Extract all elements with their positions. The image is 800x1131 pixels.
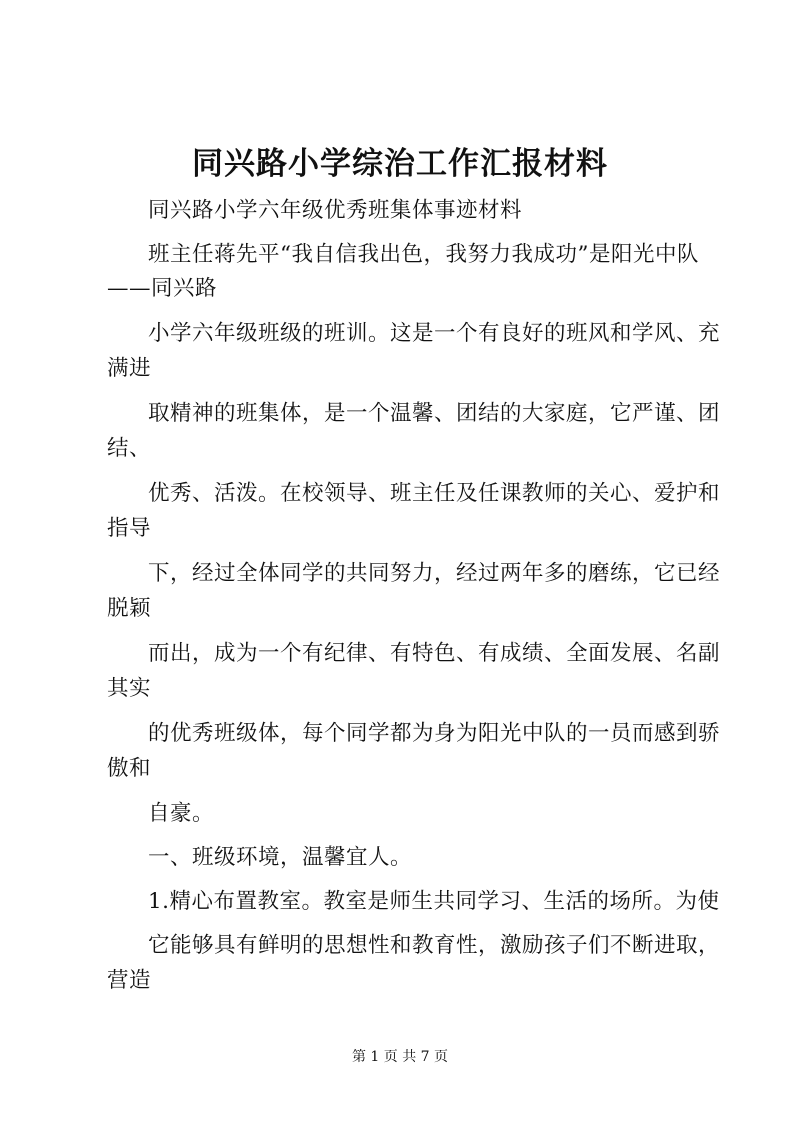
body-line: 结、	[107, 436, 152, 461]
body-line: ——同兴路	[107, 276, 218, 301]
body-line: 的优秀班级体，每个同学都为身为阳光中队的一员而感到骄	[148, 721, 721, 746]
body-line: 班主任蒋先平“我自信我出色，我努力我成功”是阳光中队	[148, 242, 699, 267]
body-line: 小学六年级班级的班训。这是一个有良好的班风和学风、充	[148, 321, 721, 346]
body-line: 傲和	[107, 756, 152, 781]
body-line: 1.精心布置教室。教室是师生共同学习、生活的场所。为使	[148, 889, 720, 914]
body-line: 脱颖	[107, 596, 152, 621]
body-line: 取精神的班集体，是一个温馨、团结的大家庭，它严谨、团	[148, 401, 721, 426]
body-line: 自豪。	[148, 801, 215, 826]
body-line: 满进	[107, 356, 152, 381]
page-footer: 第 1 页 共 7 页	[351, 1049, 449, 1065]
body-line: 优秀、活泼。在校领导、班主任及任课教师的关心、爱护和	[148, 481, 721, 506]
document-title: 同兴路小学综治工作汇报材料	[192, 146, 608, 182]
body-line: 其实	[107, 676, 152, 701]
body-line: 营造	[107, 968, 152, 993]
body-line: 它能够具有鲜明的思想性和教育性，激励孩子们不断进取，	[148, 933, 721, 958]
body-line: 下，经过全体同学的共同努力，经过两年多的磨练，它已经	[148, 561, 721, 586]
subtitle-line: 同兴路小学六年级优秀班集体事迹材料	[148, 198, 523, 223]
body-line: 而出，成为一个有纪律、有特色、有成绩、全面发展、名副	[148, 641, 721, 666]
section-heading: 一、班级环境，温馨宜人。	[148, 845, 413, 870]
body-line: 指导	[107, 516, 152, 541]
